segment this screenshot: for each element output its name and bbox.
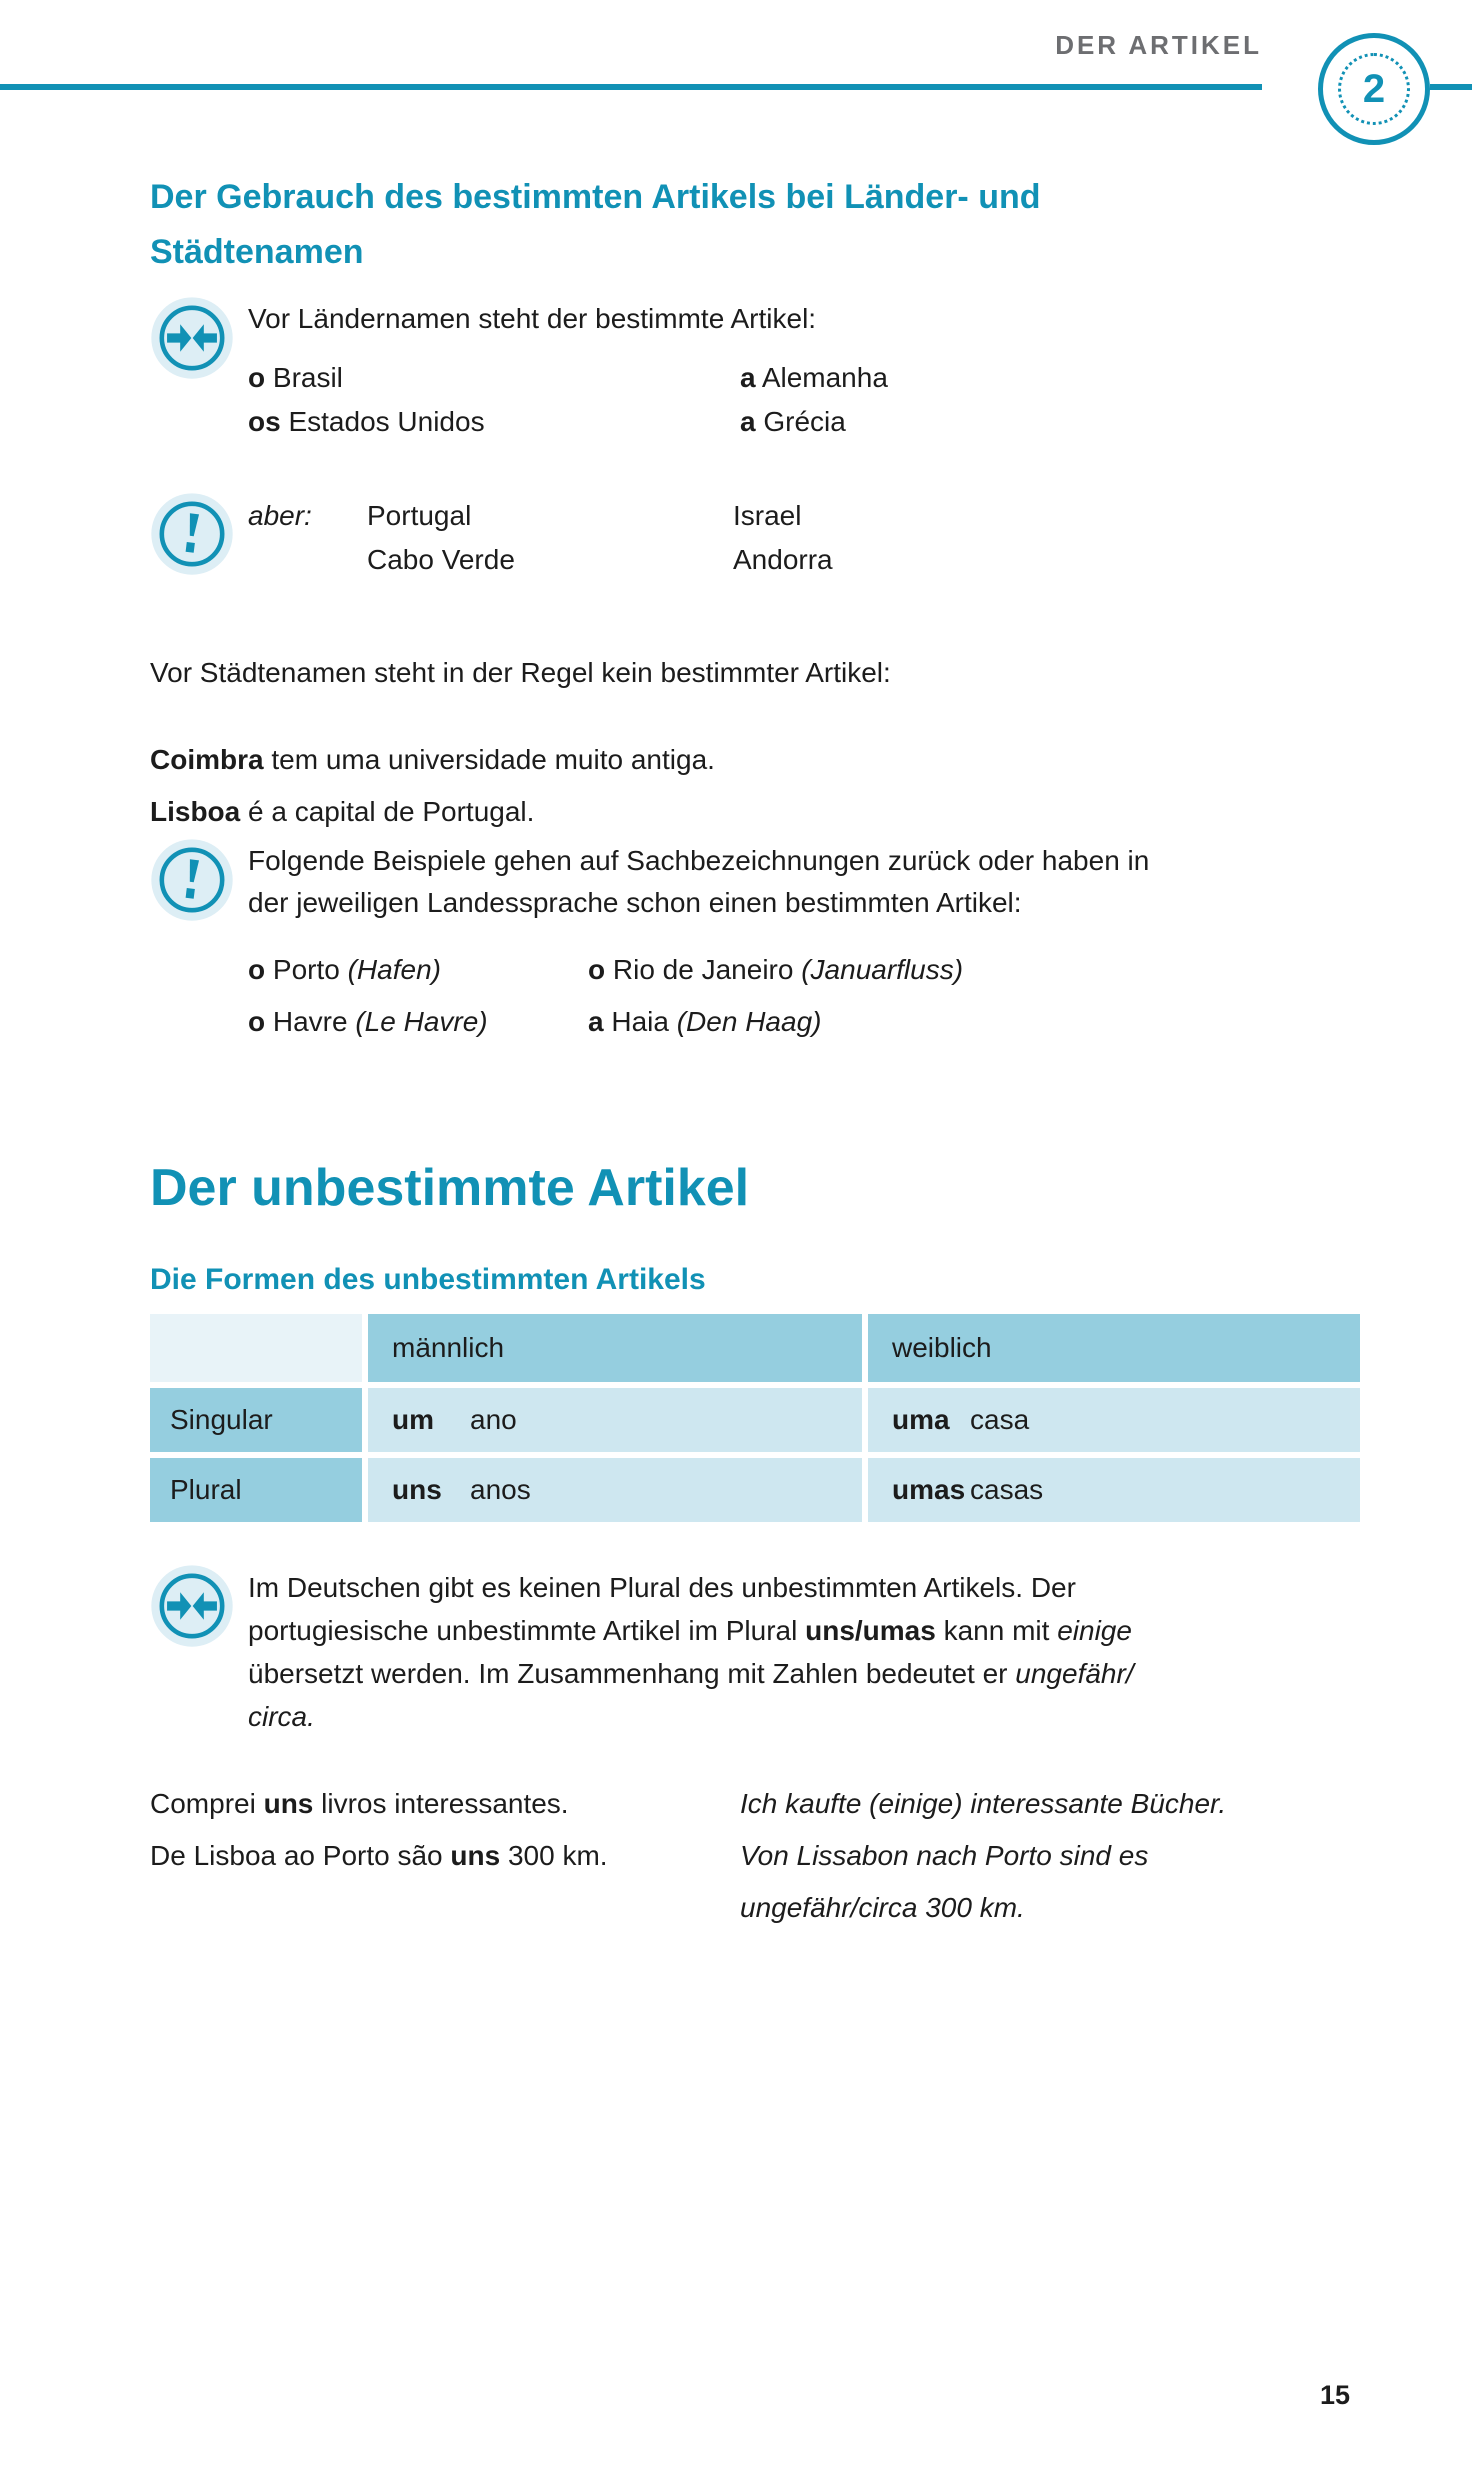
special-names-column-2 <box>588 944 963 1048</box>
example-line: o Rio de Janeiro (Januarfluss) <box>588 954 964 985</box>
portuguese-examples-column <box>150 1778 740 1934</box>
running-head: DER ARTIKEL <box>1055 30 1262 60</box>
country-examples-column-1 <box>248 356 740 444</box>
example-line: o Porto (Hafen) <box>248 954 441 985</box>
page-header <box>0 0 1472 150</box>
example-line: o Havre (Le Havre) <box>248 1006 488 1037</box>
noun: casa <box>970 1404 1030 1435</box>
page-content <box>0 170 1472 1934</box>
example-line: Andorra <box>733 544 833 575</box>
note-exceptions <box>150 492 1362 582</box>
example-line: Lisboa é a capital de Portugal. <box>150 796 535 827</box>
exclamation-icon <box>150 838 234 922</box>
table-cell <box>868 1388 1360 1452</box>
example-line: De Lisboa ao Porto são uns 300 km. <box>150 1840 608 1871</box>
noun: ano <box>470 1404 517 1435</box>
section-heading-indefinite-article: Der unbestimmte Artikel <box>150 1159 750 1217</box>
example-line: Portugal <box>367 500 472 531</box>
example-line: Ich kaufte (einige) interessante Bücher. <box>740 1788 1227 1819</box>
note-plural <box>150 1564 1362 1738</box>
header-rule <box>0 84 1262 90</box>
cities-examples <box>150 734 1362 838</box>
noun: casas <box>970 1474 1044 1505</box>
note-countries-content <box>248 296 1362 444</box>
country-examples <box>248 356 1362 444</box>
plural-note-content <box>248 1564 1362 1738</box>
note-text-line: circa. <box>248 1701 315 1732</box>
example-line: Cabo Verde <box>367 544 515 575</box>
table-header-masculine: männlich <box>368 1314 862 1382</box>
converge-arrows-icon <box>150 296 234 380</box>
noun: anos <box>470 1474 531 1505</box>
example-line: a Grécia <box>740 406 846 437</box>
note-text-line: Im Deutschen gibt es keinen Plural des unbestimmten Artikels. Der <box>248 1572 1076 1603</box>
note-special-names <box>150 838 1362 1048</box>
table-row-label: Singular <box>150 1388 362 1452</box>
bilingual-examples <box>150 1778 1362 1934</box>
example-line: Comprei uns livros interessantes. <box>150 1788 569 1819</box>
note-text-line: der jeweiligen Landessprache schon einen bestimmten Artikel: <box>248 887 1022 918</box>
table-cell <box>368 1458 862 1522</box>
example-line: Israel <box>733 500 802 531</box>
exclamation-icon <box>150 492 234 576</box>
exceptions-column-1 <box>367 494 733 582</box>
indefinite-article-table <box>150 1314 1354 1522</box>
chapter-badge <box>1318 33 1430 145</box>
subsection-heading-forms: Die Formen des unbestimmten Artikels <box>150 1263 706 1296</box>
note-countries-text: Vor Ländernamen steht der bestimmte Artikel: <box>248 303 817 334</box>
exceptions-content <box>248 492 1362 582</box>
chapter-number: 2 <box>1362 66 1386 111</box>
example-line: Coimbra tem uma universidade muito antiga. <box>150 744 715 775</box>
header-rule-right <box>1430 84 1472 90</box>
aber-label: aber: <box>248 500 312 531</box>
table-cell <box>868 1458 1360 1522</box>
example-line: a Haia (Den Haag) <box>588 1006 822 1037</box>
table-cell <box>368 1388 862 1452</box>
example-line: o Brasil <box>248 362 343 393</box>
german-translation-column <box>740 1778 1226 1934</box>
table-corner-cell <box>150 1314 362 1382</box>
section-heading-definite-article <box>150 170 1362 280</box>
page-number: 15 <box>1320 2380 1351 2410</box>
example-line: ungefähr/circa 300 km. <box>740 1892 1025 1923</box>
exceptions-column-2 <box>733 494 833 582</box>
example-line: os Estados Unidos <box>248 406 485 437</box>
special-names-examples <box>248 944 1362 1048</box>
note-text-line: portugiesische unbestimmte Artikel im Plural uns/umas kann mit einige <box>248 1615 1132 1646</box>
table-header-feminine: weiblich <box>868 1314 1360 1382</box>
article: umas <box>892 1474 966 1505</box>
special-names-content <box>248 838 1362 1048</box>
article: um <box>392 1404 434 1435</box>
country-examples-column-2 <box>740 356 888 444</box>
note-text-line: übersetzt werden. Im Zusammenhang mit Zahlen bedeutet er ungefähr/ <box>248 1658 1134 1689</box>
chapter-badge-dotted-ring <box>1338 53 1410 125</box>
note-text-line: Folgende Beispiele gehen auf Sachbezeichnungen zurück oder haben in <box>248 845 1150 876</box>
heading-line: Der Gebrauch des bestimmten Artikels bei Länder- und <box>150 178 1041 216</box>
article: uma <box>892 1404 950 1435</box>
table-row-label: Plural <box>150 1458 362 1522</box>
special-names-column-1 <box>248 944 588 1048</box>
example-line: a Alemanha <box>740 362 888 393</box>
note-countries <box>150 296 1362 444</box>
example-line: Von Lissabon nach Porto sind es <box>740 1840 1149 1871</box>
cities-rule-text: Vor Städtenamen steht in der Regel kein bestimmter Artikel: <box>150 657 891 688</box>
converge-arrows-icon <box>150 1564 234 1648</box>
article: uns <box>392 1474 442 1505</box>
heading-line: Städtenamen <box>150 233 364 271</box>
